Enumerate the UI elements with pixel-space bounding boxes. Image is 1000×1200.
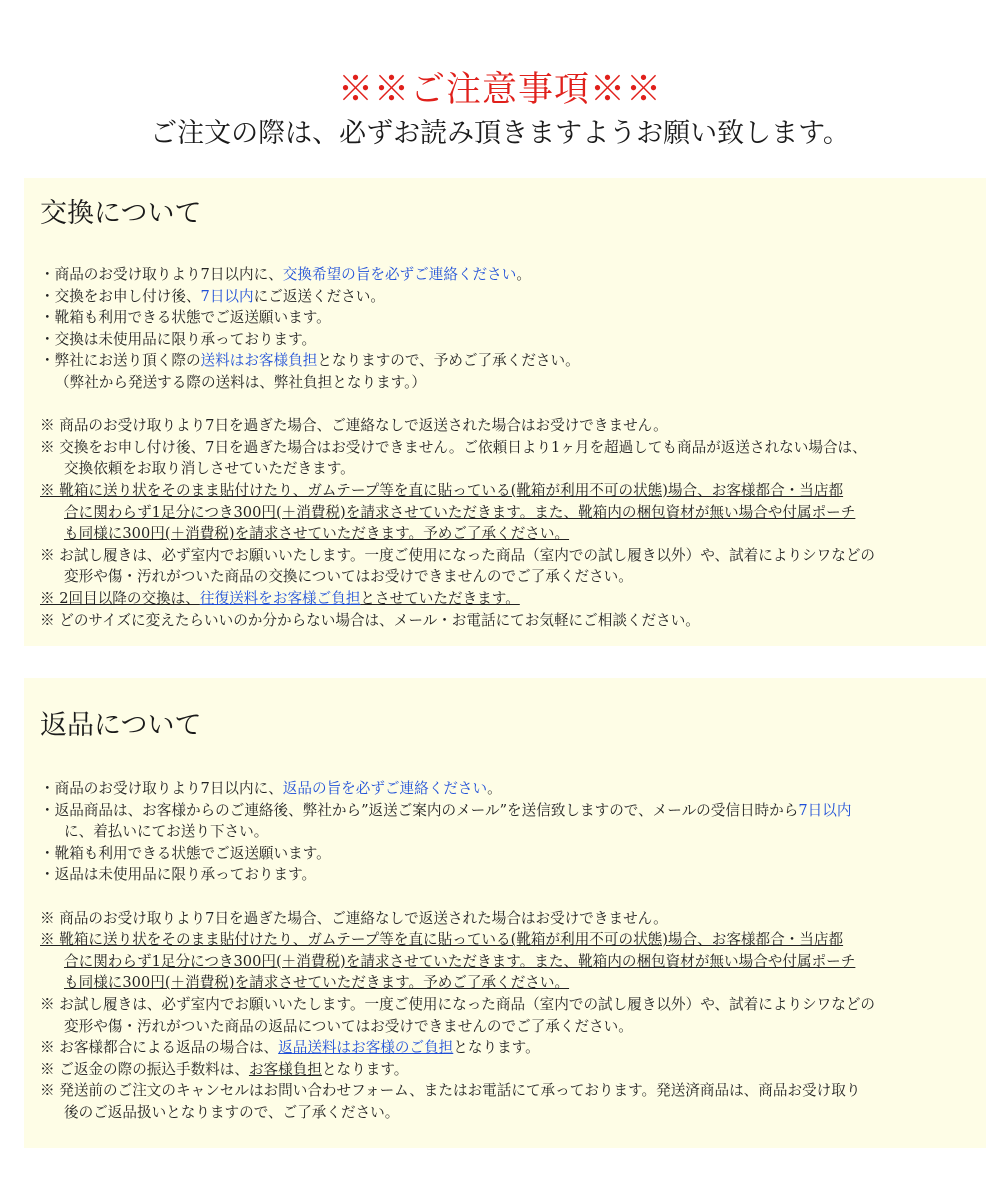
highlight-text: 7日以内 bbox=[200, 287, 254, 305]
note-item: ※ お試し履きは、必ず室内でお願いいたします。一度ご使用になった商品（室内での試し履き以外）や、試着によりシワなどの bbox=[40, 546, 876, 564]
exchange-title: 交換について bbox=[40, 198, 202, 229]
highlight-text: 送料はお客様負担 bbox=[200, 352, 318, 370]
note-item: 合に関わらず1足分につき300円(＋消費税)を請求させていただきます。また、靴箱内の梱包資材が無い場合や付属ポーチ bbox=[64, 952, 856, 970]
list-item: ・靴箱も利用できる状態でご返送願います。 bbox=[40, 844, 331, 862]
note-item: ※ 靴箱に送り状をそのまま貼付けたり、ガムテープ等を直に貼っている(靴箱が利用不可の状態)場合、お客様都合・当店都 bbox=[40, 481, 844, 499]
note-item: ※ お客様都合による返品の場合は、返品送料はお客様のご負担となります。 bbox=[40, 1039, 540, 1057]
highlight-text: お客様負担 bbox=[248, 1060, 322, 1078]
exchange-section bbox=[24, 178, 986, 646]
note-item: ※ ご返金の際の振込手数料は、お客様負担となります。 bbox=[40, 1060, 409, 1078]
list-item: ・交換をお申し付け後、7日以内にご返送ください。 bbox=[40, 287, 385, 305]
note-item: 後のご返品扱いとなりますので、ご了承ください。 bbox=[64, 1103, 400, 1121]
note-item: も同様に300円(＋消費税)を請求させていただきます。予めご了承ください。 bbox=[64, 974, 570, 992]
list-item: ・返品は未使用品に限り承っております。 bbox=[40, 866, 317, 884]
note-item: 変形や傷・汚れがついた商品の交換についてはお受けできませんのでご了承ください。 bbox=[64, 568, 633, 586]
notice-subtitle: ご注文の際は、必ずお読み頂きますようお願い致します。 bbox=[150, 118, 850, 149]
highlight-text: 返品の旨を必ずご連絡ください bbox=[282, 780, 488, 797]
highlight-text: 往復送料をお客様ご負担 bbox=[199, 589, 361, 607]
note-item: 変形や傷・汚れがついた商品の返品についてはお受けできませんのでご了承ください。 bbox=[64, 1017, 633, 1035]
note-item: ※ 発送前のご注文のキャンセルはお問い合わせフォーム、またはお電話にて承っております。発送済商品は、商品お受け取り bbox=[40, 1082, 861, 1100]
list-item: ・靴箱も利用できる状態でご返送願います。 bbox=[40, 309, 331, 327]
list-item: （弊社から発送する際の送料は、弊社負担となります。） bbox=[55, 373, 426, 391]
list-item: ・商品のお受け取りより7日以内に、返品の旨を必ずご連絡ください。 bbox=[40, 780, 502, 797]
highlight-text: 交換希望の旨を必ずご連絡ください bbox=[282, 266, 517, 283]
list-item: に、着払いにてお送り下さい。 bbox=[64, 823, 269, 841]
list-item: ・商品のお受け取りより7日以内に、交換希望の旨を必ずご連絡ください。 bbox=[40, 266, 531, 283]
note-item: 合に関わらず1足分につき300円(＋消費税)を請求させていただきます。また、靴箱内の梱包資材が無い場合や付属ポーチ bbox=[64, 503, 856, 521]
list-item: ・弊社にお送り頂く際の送料はお客様負担となりますので、予めご了承ください。 bbox=[40, 352, 580, 370]
note-item: ※ 交換をお申し付け後、7日を過ぎた場合はお受けできません。ご依頼日より1ヶ月を超過しても商品が返送されない場合は、 bbox=[40, 438, 867, 456]
exchange-list bbox=[40, 264, 980, 631]
note-item: ※ お試し履きは、必ず室内でお願いいたします。一度ご使用になった商品（室内での試し履き以外）や、試着によりシワなどの bbox=[40, 995, 876, 1013]
note-item: ※ 靴箱に送り状をそのまま貼付けたり、ガムテープ等を直に貼っている(靴箱が利用不可の状態)場合、お客様都合・当店都 bbox=[40, 931, 844, 949]
notice-header bbox=[0, 68, 1000, 154]
highlight-text: 返品送料はお客様のご負担 bbox=[278, 1039, 454, 1057]
note-item: ※ 商品のお受け取りより7日を過ぎた場合、ご連絡なしで返送された場合はお受けできません。 bbox=[40, 909, 668, 927]
warning-title: ※※ご注意事項※※ bbox=[337, 70, 662, 110]
note-item: ※ どのサイズに変えたらいいのか分からない場合は、メール・お電話にてお気軽にご相談ください。 bbox=[40, 611, 700, 629]
note-item: 交換依頼をお取り消しさせていただきます。 bbox=[64, 460, 355, 478]
list-item: ・交換は未使用品に限り承っております。 bbox=[40, 330, 317, 348]
list-item: ・返品商品は、お客様からのご連絡後、弊社から”返送ご案内のメール”を送信致しますので、メールの受信日時から7日以内 bbox=[40, 801, 852, 819]
returns-list bbox=[40, 778, 980, 1124]
highlight-text: 7日以内 bbox=[798, 801, 852, 819]
spacer bbox=[40, 394, 980, 416]
note-item: ※ 2回目以降の交換は、往復送料をお客様ご負担とさせていただきます。 bbox=[40, 589, 520, 607]
note-item: も同様に300円(＋消費税)を請求させていただきます。予めご了承ください。 bbox=[64, 525, 570, 543]
returns-title: 返品について bbox=[40, 710, 202, 741]
spacer bbox=[40, 886, 980, 908]
note-item: ※ 商品のお受け取りより7日を過ぎた場合、ご連絡なしで返送された場合はお受けできません。 bbox=[40, 417, 668, 435]
returns-section bbox=[24, 678, 986, 1148]
